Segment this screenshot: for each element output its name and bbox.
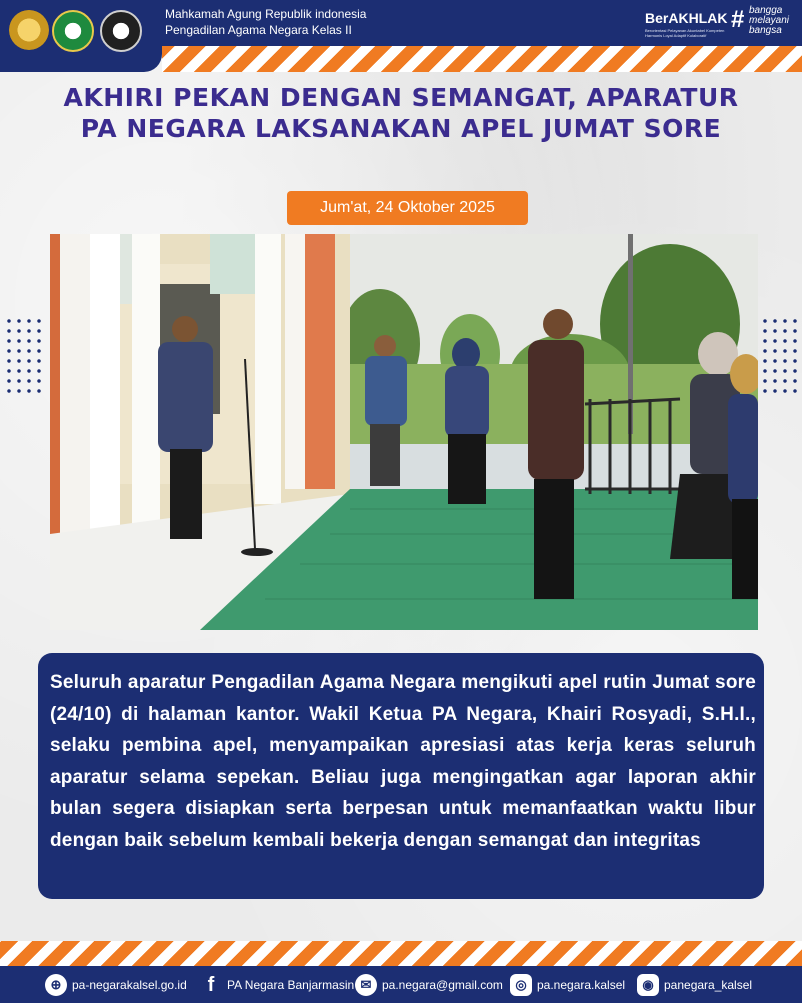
tagline-1: bangga bbox=[749, 5, 783, 16]
instagram-text: pa.negara.kalsel bbox=[537, 978, 626, 992]
footer-email[interactable] bbox=[355, 973, 503, 997]
date-badge: Jum'at, 24 Oktober 2025 bbox=[287, 191, 528, 225]
page-title bbox=[0, 82, 802, 144]
footer-instagram[interactable] bbox=[510, 973, 625, 997]
tagline bbox=[749, 6, 789, 36]
title-line-1: AKHIRI PEKAN DENGAN SEMANGAT, APARATUR bbox=[63, 83, 739, 112]
tagline-2: melayani bbox=[749, 15, 790, 26]
footer-facebook[interactable] bbox=[200, 973, 354, 997]
green-court-logo bbox=[52, 10, 94, 52]
title-line-2: PA NEGARA LAKSANAKAN APEL JUMAT SORE bbox=[80, 114, 722, 143]
email-text: pa.negara@gmail.com bbox=[382, 978, 503, 992]
footer-instagram-2[interactable] bbox=[637, 973, 752, 997]
institution-line-1: Mahkamah Agung Republik indonesia bbox=[165, 7, 367, 21]
header bbox=[0, 0, 802, 72]
berakhlak-subtext: Berorientasi Pelayanan Akuntabel Kompeten Harmonis Loyal Adaptif Kolaboratif bbox=[645, 28, 725, 38]
dot-pattern-left bbox=[4, 316, 44, 396]
header-stripes bbox=[162, 46, 802, 72]
description-text: Seluruh aparatur Pengadilan Agama Negara mengikuti apel rutin Jumat sore (24/10) di halaman kantor. Wakil Ketua PA Negara, Khairi Rosyadi, S.H.I., selaku pembina apel, menyampaikan apresiasi atas kerja keras seluruh aparatur selama sepekan. Beliau juga mengingatkan agar laporan akhir bulan segera disiapkan serta berpesan untuk memanfaatkan waktu libur dengan baik sebelum kembali bekerja dengan semangat dan integritas bbox=[50, 672, 756, 851]
dot-pattern-right bbox=[760, 316, 800, 396]
institution-name bbox=[165, 6, 366, 38]
tagline-3: bangsa bbox=[749, 25, 782, 36]
description-box bbox=[38, 653, 764, 899]
gold-emblem-logo bbox=[9, 10, 49, 50]
footer-stripes bbox=[0, 941, 802, 966]
hashtag-icon: # bbox=[731, 6, 745, 33]
globe-icon: ⊕ bbox=[45, 974, 67, 996]
berakhlak-text: BerAKHLAK bbox=[645, 10, 728, 26]
email-icon: ✉ bbox=[355, 974, 377, 996]
footer bbox=[0, 966, 802, 1003]
facebook-icon: f bbox=[207, 973, 215, 996]
instagram2-text: panegara_kalsel bbox=[664, 978, 753, 992]
instagram-icon: ◎ bbox=[510, 974, 532, 996]
event-photo bbox=[50, 234, 758, 630]
institution-line-2: Pengadilan Agama Negara Kelas II bbox=[165, 23, 352, 37]
black-court-logo bbox=[100, 10, 142, 52]
camera-icon: ◉ bbox=[637, 974, 659, 996]
facebook-text: PA Negara Banjarmasin bbox=[227, 978, 355, 992]
footer-website[interactable] bbox=[45, 973, 187, 997]
berakhlak-logo bbox=[645, 4, 795, 42]
website-text: pa-negarakalsel.go.id bbox=[72, 978, 187, 992]
